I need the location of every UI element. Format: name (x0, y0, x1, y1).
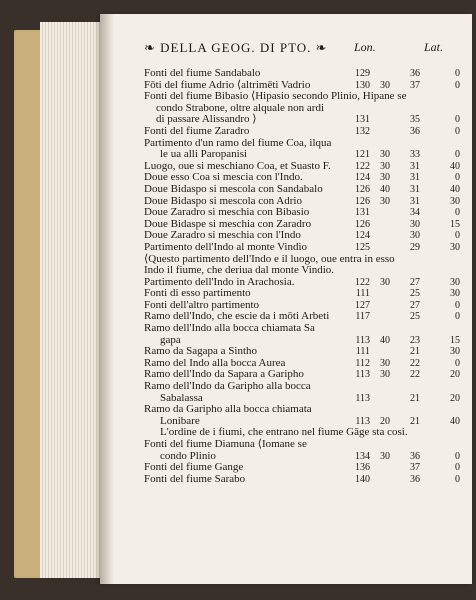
place-name: Partimento d'un ramo del fiume Coa, ilqua (144, 136, 332, 149)
table-row (100, 138, 472, 150)
longitude-value: 30 (380, 450, 390, 462)
latitude-value: 20 (450, 369, 460, 381)
latitude-value: 0 (455, 450, 460, 462)
latitude-value: 21 (410, 346, 420, 358)
place-name: Doue Bidaspo si mescola con Adrio (144, 194, 302, 207)
table-row (100, 474, 472, 486)
place-name: Doue Bidaspe si meschia con Zaradro (144, 217, 312, 230)
latitude-value: 30 (450, 241, 460, 253)
longitude-value: 132 (355, 125, 370, 137)
page-header (100, 40, 472, 56)
latitude-value: 0 (455, 230, 460, 242)
latitude-value: 30 (410, 230, 420, 242)
latitude-value: 36 (410, 473, 420, 485)
longitude-value: 126 (355, 218, 370, 230)
place-name: di passare Alissandro ⟩ (156, 113, 257, 126)
longitude-value: 113 (355, 369, 370, 381)
longitude-value: 40 (380, 334, 390, 346)
latitude-value: 22 (410, 357, 420, 369)
place-name: Fonti del fiume Sandabalo (144, 67, 261, 79)
longitude-value: 125 (355, 241, 370, 253)
place-name: Fonti del fiume Zaradro (144, 124, 250, 137)
table-row (100, 404, 472, 416)
latitude-value: 20 (450, 392, 460, 404)
latitude-value: 36 (410, 68, 420, 79)
place-name: gapa (160, 333, 181, 346)
table-row (100, 242, 472, 254)
place-name: Sabalassa (160, 391, 203, 404)
latitude-value: 21 (410, 415, 420, 427)
longitude-value: 30 (380, 160, 390, 172)
place-name: Fonti del fiume Gange (144, 461, 244, 474)
latitude-value: 21 (410, 392, 420, 404)
longitude-value: 134 (355, 450, 370, 462)
latitude-value: 0 (455, 299, 460, 311)
place-name: Fonti dell'altro partimento (144, 298, 260, 311)
place-name: Partimento dell'Indo in Arachosia. (144, 275, 295, 288)
latitude-value: 30 (450, 346, 460, 358)
place-name: Ramo da Sagapa a Sintho (144, 345, 258, 358)
table-row (100, 149, 472, 161)
latitude-value: 0 (455, 357, 460, 369)
longitude-value: 117 (355, 311, 370, 323)
latitude-value: 0 (455, 311, 460, 323)
latitude-value: 33 (410, 149, 420, 161)
latitude-value: 31 (410, 195, 420, 207)
longitude-value: 130 (355, 79, 370, 91)
latitude-value: 0 (455, 114, 460, 126)
longitude-value: 30 (380, 149, 390, 161)
place-name: Luogo, oue si meschiano Coa, et Suasto F. (144, 159, 331, 172)
longitude-column-label: Lon. (354, 40, 376, 54)
table-row (100, 126, 472, 138)
place-name: Doue Zaradro si meschia con l'Indo (144, 229, 301, 242)
place-name: Partimento dell'Indo al monte Vindio (144, 240, 308, 253)
running-title: ❧ DELLA GEOG. DI PTO. ❧ (144, 40, 328, 55)
latitude-value: 27 (410, 276, 420, 288)
table-row (100, 381, 472, 393)
longitude-value: 30 (380, 195, 390, 207)
latitude-value: 31 (410, 183, 420, 195)
place-name: Ramo dell'Indo, che escie da i mōti Arbeti (144, 310, 330, 323)
table-row (100, 439, 472, 451)
longitude-value: 111 (355, 346, 370, 358)
longitude-value: 112 (355, 357, 370, 369)
longitude-value: 30 (380, 369, 390, 381)
latitude-value: 36 (410, 125, 420, 137)
latitude-value: 37 (410, 79, 420, 91)
place-name: L'ordine de i fiumi, che entrano nel fiume Gāge sta cosi. (160, 426, 408, 439)
place-name: le ua alli Paropanisi (160, 148, 248, 161)
latitude-value: 0 (455, 149, 460, 161)
latitude-value: 30 (450, 195, 460, 207)
book-page (100, 14, 472, 584)
latitude-value: 15 (450, 218, 460, 230)
latitude-value: 23 (410, 334, 420, 346)
longitude-value: 140 (355, 473, 370, 485)
place-name: condo Plinio (160, 449, 216, 462)
place-name: Lonibare (160, 414, 200, 427)
latitude-value: 0 (455, 473, 460, 485)
longitude-value: 30 (380, 357, 390, 369)
latitude-value: 29 (410, 241, 420, 253)
latitude-value: 40 (450, 160, 460, 172)
page-edges (40, 22, 102, 578)
place-name: Doue Zaradro si meschia con Bibasio (144, 206, 310, 219)
place-name: Fōti del fiume Adrio ⟨altrimēti Vadrio (144, 78, 311, 91)
longitude-value: 113 (355, 392, 370, 404)
longitude-value: 124 (355, 172, 370, 184)
longitude-value: 127 (355, 299, 370, 311)
longitude-value: 30 (380, 172, 390, 184)
longitude-value: 124 (355, 230, 370, 242)
latitude-value: 31 (410, 160, 420, 172)
longitude-value: 136 (355, 462, 370, 474)
place-name: condo Strabone, oltre alquale non ardi (156, 101, 325, 114)
longitude-value: 113 (355, 415, 370, 427)
longitude-value: 126 (355, 183, 370, 195)
longitude-value: 30 (380, 276, 390, 288)
table-row (100, 323, 472, 335)
latitude-value: 35 (410, 114, 420, 126)
place-name: Fonti del fiume Diamuna ⟨Iomane se (144, 438, 307, 450)
longitude-value: 121 (355, 149, 370, 161)
place-name: Ramo da Garipho alla bocca chiamata (144, 403, 312, 416)
latitude-value: 0 (455, 462, 460, 474)
place-name: Ramo dell'Indo da Sapara a Garipho (144, 368, 304, 381)
table-row (100, 68, 472, 80)
latitude-value: 0 (455, 68, 460, 79)
place-name: ⟨Questo partimento dell'Indo e il luogo, oue entra in esso (144, 252, 395, 265)
longitude-value: 126 (355, 195, 370, 207)
coordinate-table (100, 68, 472, 485)
latitude-value: 34 (410, 207, 420, 219)
place-name: Fonti di esso partimento (144, 287, 251, 300)
latitude-value: 30 (450, 288, 460, 300)
latitude-value: 25 (410, 311, 420, 323)
longitude-value: 131 (355, 207, 370, 219)
place-name: Indo il fiume, che deriua dal monte Vindio. (144, 264, 335, 277)
latitude-value: 37 (410, 462, 420, 474)
place-name: Ramo del Indo alla bocca Aurea (144, 356, 286, 369)
latitude-value: 15 (450, 334, 460, 346)
latitude-value: 0 (455, 207, 460, 219)
table-row (100, 184, 472, 196)
place-name: Doue Bidaspo si mescola con Sandabalo (144, 182, 323, 195)
latitude-column-label: Lat. (424, 40, 444, 54)
latitude-value: 30 (450, 276, 460, 288)
latitude-value: 22 (410, 369, 420, 381)
page-gutter-shadow (100, 14, 114, 584)
table-row (100, 265, 472, 277)
latitude-value: 27 (410, 299, 420, 311)
latitude-value: 36 (410, 450, 420, 462)
longitude-value: 20 (380, 415, 390, 427)
latitude-value: 40 (450, 183, 460, 195)
longitude-value: 113 (355, 334, 370, 346)
longitude-value: 129 (355, 68, 370, 79)
latitude-value: 0 (455, 79, 460, 91)
longitude-value: 30 (380, 79, 390, 91)
latitude-value: 30 (410, 218, 420, 230)
place-name: Fonti del fiume Sarabo (144, 472, 246, 485)
longitude-value: 122 (355, 276, 370, 288)
latitude-value: 31 (410, 172, 420, 184)
longitude-value: 122 (355, 160, 370, 172)
longitude-value: 40 (380, 183, 390, 195)
latitude-value: 0 (455, 125, 460, 137)
longitude-value: 111 (355, 288, 370, 300)
latitude-value: 25 (410, 288, 420, 300)
place-name: Ramo dell'Indo da Garipho alla bocca (144, 380, 311, 393)
longitude-value: 131 (355, 114, 370, 126)
latitude-value: 40 (450, 415, 460, 427)
place-name: Fonti del fiume Bibasio ⟨Hipasio secondo Plinio, Hipane se (144, 90, 407, 103)
latitude-value: 0 (455, 172, 460, 184)
place-name: Ramo dell'Indo alla bocca chiamata Sa (144, 322, 315, 335)
table-row (100, 207, 472, 219)
place-name: Doue esso Coa si mescia con l'Indo. (144, 171, 303, 184)
